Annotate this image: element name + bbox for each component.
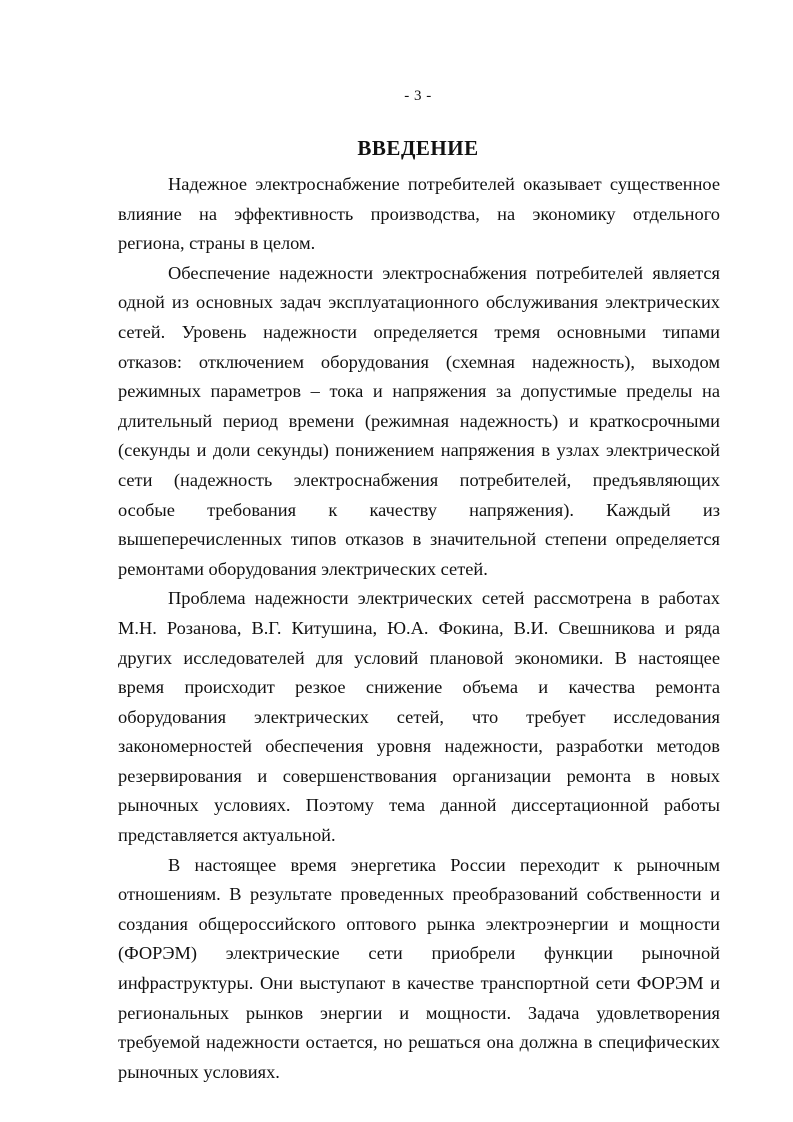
text-line: отношениям. В результате проведенных преобразований собственности и: [118, 884, 720, 905]
document-body: [118, 170, 720, 1087]
text-line: В настоящее время энергетика России переходит к рыночным: [168, 854, 720, 875]
text-line: особые требования к качеству напряжения). Каждый из: [118, 499, 720, 520]
text-line: оборудования электрических сетей, что требует исследования: [118, 706, 720, 727]
text-line: требуемой надежности остается, но решаться она должна в специфических: [118, 1032, 720, 1053]
paragraph-1: [118, 170, 720, 259]
text-line: М.Н. Розанова, В.Г. Китушина, Ю.А. Фокина, В.И. Свешникова и ряда: [118, 617, 720, 638]
text-line: Обеспечение надежности электроснабжения потребителей является: [168, 262, 720, 283]
paragraph-2: [118, 259, 720, 585]
text-line: рыночных условиях.: [118, 1061, 280, 1082]
text-line: режимных параметров – тока и напряжения за допустимые пределы на: [118, 381, 720, 402]
text-line: сети (надежность электроснабжения потребителей, предъявляющих: [118, 469, 720, 490]
page-title: ВВЕДЕНИЕ: [357, 136, 479, 160]
text-line: инфраструктуры. Они выступают в качестве транспортной сети ФОРЭМ и: [118, 973, 720, 994]
paragraph-3: [118, 584, 720, 850]
text-line: создания общероссийского оптового рынка электроэнергии и мощности: [118, 913, 720, 934]
page-number: - 3 -: [404, 88, 432, 104]
text-line: Проблема надежности электрических сетей рассмотрена в работах: [168, 588, 720, 609]
text-line: (ФОРЭМ) электрические сети приобрели функции рыночной: [118, 943, 720, 964]
text-line: других исследователей для условий плановой экономики. В настоящее: [118, 647, 720, 668]
text-line: одной из основных задач эксплуатационного обслуживания электрических: [118, 292, 720, 313]
text-line: представляется актуальной.: [118, 825, 336, 846]
text-line: отказов: отключением оборудования (схемная надежность), выходом: [118, 351, 720, 372]
text-line: региональных рынков энергии и мощности. Задача удовлетворения: [118, 1002, 720, 1023]
text-line: длительный период времени (режимная надежность) и краткосрочными: [118, 410, 720, 431]
text-line: вышеперечисленных типов отказов в значительной степени определяется: [118, 529, 720, 550]
text-line: рыночных условиях. Поэтому тема данной диссертационной работы: [118, 795, 720, 816]
text-line: ремонтами оборудования электрических сетей.: [118, 558, 488, 579]
text-line: сетей. Уровень надежности определяется тремя основными типами: [118, 321, 720, 342]
text-line: Надежное электроснабжение потребителей оказывает существенное: [168, 174, 720, 194]
text-line: закономерностей обеспечения уровня надежности, разработки методов: [118, 736, 720, 757]
text-line: влияние на эффективность производства, на экономику отдельного: [118, 203, 720, 224]
text-line: время происходит резкое снижение объема и качества ремонта: [118, 677, 720, 698]
paragraph-4: [118, 851, 720, 1088]
text-line: региона, страны в целом.: [118, 233, 316, 254]
text-line: (секунды и доли секунды) понижением напряжения в узлах электрической: [118, 440, 720, 461]
text-line: резервирования и совершенствования организации ремонта в новых: [118, 765, 720, 786]
